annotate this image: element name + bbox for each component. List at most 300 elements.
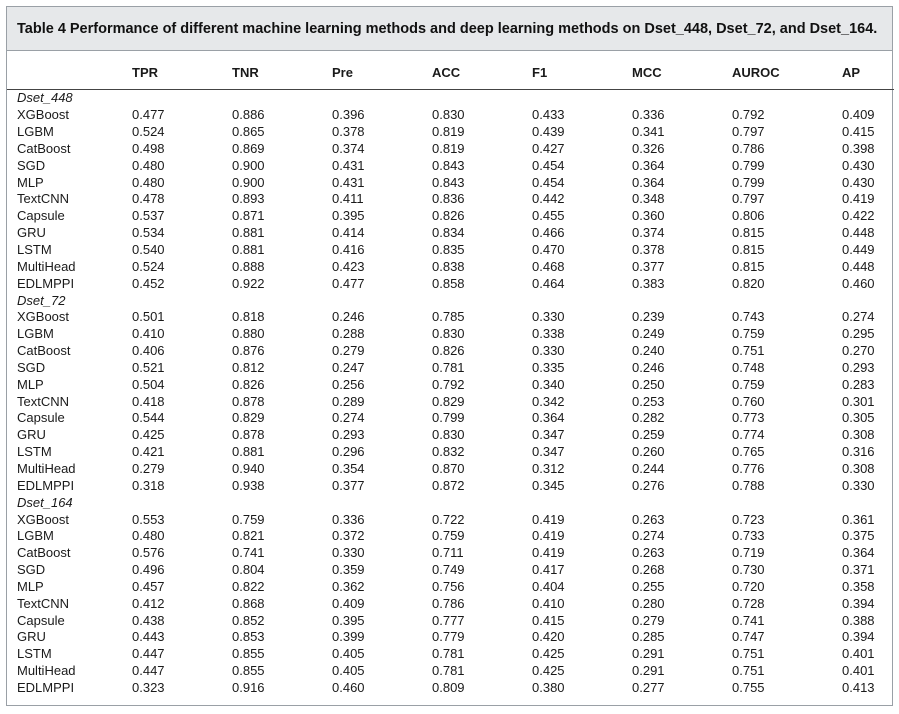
metric-cell-f1: 0.340: [532, 376, 565, 392]
table-row: [7, 562, 894, 579]
metric-cell-mcc: 0.291: [632, 663, 665, 679]
metric-cell-tpr: 0.410: [132, 326, 165, 342]
metric-cell-f1: 0.420: [532, 629, 565, 645]
metric-cell-tpr: 0.524: [132, 258, 165, 274]
metric-cell-mcc: 0.268: [632, 562, 665, 578]
dataset-group-row: [7, 292, 894, 309]
metric-cell-ap: 0.295: [842, 326, 875, 342]
metric-cell-pre: 0.378: [332, 124, 365, 140]
metric-cell-pre: 0.395: [332, 612, 365, 628]
metric-cell-auroc: 0.755: [732, 679, 765, 695]
metric-cell-f1: 0.454: [532, 157, 565, 173]
metric-cell-tpr: 0.443: [132, 629, 165, 645]
metric-cell-pre: 0.414: [332, 225, 365, 241]
table-row: [7, 191, 894, 208]
metric-cell-auroc: 0.786: [732, 140, 765, 156]
metric-cell-auroc: 0.760: [732, 393, 765, 409]
table-header-row: [7, 51, 894, 90]
method-name-cell: LSTM: [17, 444, 52, 460]
metric-cell-pre: 0.423: [332, 258, 365, 274]
metric-cell-acc: 0.836: [432, 191, 465, 207]
metric-cell-f1: 0.338: [532, 326, 565, 342]
metric-cell-mcc: 0.348: [632, 191, 665, 207]
table-row: [7, 275, 894, 292]
method-name-cell: CatBoost: [17, 343, 71, 359]
metric-cell-auroc: 0.799: [732, 157, 765, 173]
metric-cell-tnr: 0.888: [232, 258, 265, 274]
table-caption-text: Performance of different machine learning methods and deep learning methods on Dset_448, Dset_72, and Dset_164.: [69, 20, 878, 37]
metric-cell-tnr: 0.818: [232, 309, 265, 325]
table-row: [7, 595, 894, 612]
table-row: [7, 208, 894, 225]
metric-cell-mcc: 0.263: [632, 511, 665, 527]
metric-cell-auroc: 0.723: [732, 511, 765, 527]
metric-cell-auroc: 0.806: [732, 208, 765, 224]
metric-cell-acc: 0.830: [432, 107, 465, 123]
table-row: [7, 376, 894, 393]
dataset-group-row: [7, 494, 894, 511]
metric-cell-tpr: 0.521: [132, 359, 165, 375]
metric-cell-f1: 0.425: [532, 663, 565, 679]
metric-cell-mcc: 0.360: [632, 208, 665, 224]
metric-cell-pre: 0.377: [332, 477, 365, 493]
table-row: [7, 326, 894, 343]
metric-cell-tnr: 0.880: [232, 326, 265, 342]
metric-cell-f1: 0.419: [532, 545, 565, 561]
method-name-cell: SGD: [17, 359, 46, 375]
metric-cell-pre: 0.274: [332, 410, 365, 426]
method-name-cell: XGBoost: [17, 309, 70, 325]
method-name-cell: MultiHead: [17, 258, 76, 274]
metric-cell-tnr: 0.886: [232, 107, 265, 123]
metric-cell-acc: 0.781: [432, 359, 465, 375]
metric-cell-acc: 0.830: [432, 427, 465, 443]
metric-cell-pre: 0.405: [332, 663, 365, 679]
metric-cell-tpr: 0.480: [132, 157, 165, 173]
metric-cell-ap: 0.460: [842, 275, 875, 291]
metric-cell-f1: 0.345: [532, 477, 565, 493]
metric-cell-pre: 0.256: [332, 376, 365, 392]
method-name-cell: GRU: [17, 427, 46, 443]
metric-cell-ap: 0.394: [842, 629, 875, 645]
metric-cell-acc: 0.749: [432, 562, 465, 578]
metric-cell-tpr: 0.425: [132, 427, 165, 443]
table-row: [7, 225, 894, 242]
metric-cell-mcc: 0.374: [632, 225, 665, 241]
metric-cell-pre: 0.359: [332, 562, 365, 578]
metric-cell-acc: 0.843: [432, 174, 465, 190]
metric-cell-pre: 0.293: [332, 427, 365, 443]
metric-cell-acc: 0.785: [432, 309, 465, 325]
metric-cell-tnr: 0.829: [232, 410, 265, 426]
method-name-cell: MLP: [17, 376, 44, 392]
metric-cell-pre: 0.330: [332, 545, 365, 561]
metric-cell-mcc: 0.260: [632, 444, 665, 460]
method-name-cell: TextCNN: [17, 191, 70, 207]
metric-cell-pre: 0.396: [332, 107, 365, 123]
metric-cell-tnr: 0.881: [232, 242, 265, 258]
metric-cell-ap: 0.448: [842, 258, 875, 274]
method-name-cell: LSTM: [17, 242, 52, 258]
column-header-ap: AP: [842, 51, 894, 90]
table-row: [7, 343, 894, 360]
metric-cell-acc: 0.781: [432, 663, 465, 679]
method-name-cell: SGD: [17, 562, 46, 578]
metric-cell-ap: 0.398: [842, 140, 875, 156]
metric-cell-tnr: 0.881: [232, 444, 265, 460]
metric-cell-acc: 0.838: [432, 258, 465, 274]
metric-cell-acc: 0.781: [432, 646, 465, 662]
metric-cell-ap: 0.430: [842, 157, 875, 173]
metric-cell-ap: 0.449: [842, 242, 875, 258]
table-row: [7, 477, 894, 494]
metric-cell-f1: 0.425: [532, 646, 565, 662]
metric-cell-tpr: 0.498: [132, 140, 165, 156]
method-name-cell: TextCNN: [17, 393, 70, 409]
metric-cell-ap: 0.293: [842, 359, 875, 375]
metric-cell-auroc: 0.720: [732, 578, 765, 594]
metric-cell-tnr: 0.822: [232, 578, 265, 594]
metric-cell-pre: 0.288: [332, 326, 365, 342]
metric-cell-auroc: 0.743: [732, 309, 765, 325]
metric-cell-tnr: 0.876: [232, 343, 265, 359]
metric-cell-mcc: 0.244: [632, 460, 665, 476]
metric-cell-mcc: 0.326: [632, 140, 665, 156]
method-name-cell: MultiHead: [17, 460, 76, 476]
table-row: [7, 680, 894, 697]
column-header-acc: ACC: [432, 51, 532, 90]
metric-cell-ap: 0.305: [842, 410, 875, 426]
metric-cell-mcc: 0.279: [632, 612, 665, 628]
metric-cell-tnr: 0.852: [232, 612, 265, 628]
metric-cell-f1: 0.347: [532, 444, 565, 460]
metric-cell-acc: 0.843: [432, 157, 465, 173]
metric-cell-mcc: 0.378: [632, 242, 665, 258]
metric-cell-mcc: 0.282: [632, 410, 665, 426]
metric-cell-mcc: 0.383: [632, 275, 665, 291]
metric-cell-tnr: 0.922: [232, 275, 265, 291]
metric-cell-tnr: 0.855: [232, 646, 265, 662]
table-row: [7, 141, 894, 158]
dataset-group-label: Dset_72: [17, 292, 66, 308]
method-name-cell: MLP: [17, 174, 44, 190]
metric-cell-acc: 0.756: [432, 578, 465, 594]
metric-cell-tnr: 0.900: [232, 157, 265, 173]
metric-cell-acc: 0.872: [432, 477, 465, 493]
metric-cell-f1: 0.312: [532, 460, 565, 476]
metric-cell-tnr: 0.821: [232, 528, 265, 544]
column-header-mcc: MCC: [632, 51, 732, 90]
metric-cell-tnr: 0.871: [232, 208, 265, 224]
metric-cell-acc: 0.819: [432, 140, 465, 156]
metric-cell-tpr: 0.438: [132, 612, 165, 628]
metric-cell-f1: 0.466: [532, 225, 565, 241]
metric-cell-tnr: 0.865: [232, 124, 265, 140]
metric-cell-ap: 0.358: [842, 578, 875, 594]
table-row: [7, 410, 894, 427]
metric-cell-tnr: 0.759: [232, 511, 265, 527]
metric-cell-auroc: 0.733: [732, 528, 765, 544]
metric-cell-acc: 0.832: [432, 444, 465, 460]
metric-cell-tpr: 0.447: [132, 646, 165, 662]
metric-cell-auroc: 0.719: [732, 545, 765, 561]
table-caption: [7, 7, 892, 51]
table-row: [7, 157, 894, 174]
metric-cell-f1: 0.347: [532, 427, 565, 443]
metric-cell-tpr: 0.501: [132, 309, 165, 325]
metric-cell-f1: 0.442: [532, 191, 565, 207]
metric-cell-tnr: 0.741: [232, 545, 265, 561]
metric-cell-auroc: 0.773: [732, 410, 765, 426]
metric-cell-auroc: 0.792: [732, 107, 765, 123]
table-row: [7, 427, 894, 444]
metric-cell-tpr: 0.544: [132, 410, 165, 426]
metric-cell-pre: 0.431: [332, 174, 365, 190]
dataset-group-row: [7, 90, 894, 107]
table-row: [7, 124, 894, 141]
metric-cell-tnr: 0.938: [232, 477, 265, 493]
metric-cell-pre: 0.279: [332, 343, 365, 359]
metric-cell-auroc: 0.748: [732, 359, 765, 375]
metric-cell-mcc: 0.253: [632, 393, 665, 409]
table-row: [7, 444, 894, 461]
metric-cell-f1: 0.470: [532, 242, 565, 258]
metric-cell-f1: 0.410: [532, 595, 565, 611]
metric-cell-pre: 0.246: [332, 309, 365, 325]
metric-cell-auroc: 0.759: [732, 326, 765, 342]
column-header-f1: F1: [532, 51, 632, 90]
column-header-method: [7, 51, 132, 90]
metric-cell-ap: 0.415: [842, 124, 875, 140]
metric-cell-acc: 0.711: [432, 545, 464, 561]
metric-cell-f1: 0.455: [532, 208, 565, 224]
table-caption-label: Table 4: [17, 20, 66, 37]
metric-cell-f1: 0.342: [532, 393, 565, 409]
metric-cell-f1: 0.439: [532, 124, 565, 140]
metric-cell-pre: 0.374: [332, 140, 365, 156]
method-name-cell: XGBoost: [17, 107, 70, 123]
metric-cell-auroc: 0.765: [732, 444, 765, 460]
metric-cell-tpr: 0.457: [132, 578, 165, 594]
metric-cell-pre: 0.399: [332, 629, 365, 645]
column-header-tpr: TPR: [132, 51, 232, 90]
metric-cell-pre: 0.405: [332, 646, 365, 662]
metric-cell-acc: 0.870: [432, 460, 465, 476]
metric-cell-pre: 0.354: [332, 460, 365, 476]
metric-cell-ap: 0.401: [842, 663, 875, 679]
method-name-cell: CatBoost: [17, 545, 71, 561]
metric-cell-f1: 0.464: [532, 275, 565, 291]
metric-cell-mcc: 0.291: [632, 646, 665, 662]
metric-cell-ap: 0.430: [842, 174, 875, 190]
method-name-cell: TextCNN: [17, 595, 70, 611]
metric-cell-pre: 0.409: [332, 595, 365, 611]
metric-cell-auroc: 0.797: [732, 191, 765, 207]
metric-cell-tpr: 0.537: [132, 208, 165, 224]
column-header-auroc: AUROC: [732, 51, 842, 90]
table-row: [7, 258, 894, 275]
dataset-group-label: Dset_448: [17, 90, 73, 106]
table-row: [7, 309, 894, 326]
metric-cell-tnr: 0.881: [232, 225, 265, 241]
metric-cell-ap: 0.361: [842, 511, 875, 527]
metric-cell-tnr: 0.804: [232, 562, 265, 578]
table-row: [7, 663, 894, 680]
metric-cell-tpr: 0.496: [132, 562, 165, 578]
column-header-pre: Pre: [332, 51, 432, 90]
table-row: [7, 242, 894, 259]
metric-cell-auroc: 0.815: [732, 225, 765, 241]
metric-cell-tnr: 0.900: [232, 174, 265, 190]
metric-cell-tpr: 0.553: [132, 511, 165, 527]
metric-cell-auroc: 0.728: [732, 595, 765, 611]
metric-cell-tpr: 0.452: [132, 275, 165, 291]
table-row: [7, 545, 894, 562]
metric-cell-ap: 0.394: [842, 595, 875, 611]
method-name-cell: EDLMPPI: [17, 275, 75, 291]
metric-cell-acc: 0.792: [432, 376, 465, 392]
metric-cell-mcc: 0.277: [632, 679, 665, 695]
metric-cell-tpr: 0.279: [132, 460, 165, 476]
table-row: [7, 612, 894, 629]
table-container: [6, 6, 893, 706]
metric-cell-tpr: 0.576: [132, 545, 165, 561]
metric-cell-tpr: 0.480: [132, 528, 165, 544]
metric-cell-ap: 0.364: [842, 545, 875, 561]
metric-cell-acc: 0.779: [432, 629, 465, 645]
metric-cell-mcc: 0.280: [632, 595, 665, 611]
table-row: [7, 393, 894, 410]
method-name-cell: CatBoost: [17, 140, 71, 156]
metric-cell-ap: 0.301: [842, 393, 875, 409]
metric-cell-acc: 0.786: [432, 595, 465, 611]
method-name-cell: Capsule: [17, 410, 65, 426]
table-row: [7, 360, 894, 377]
table-row: [7, 461, 894, 478]
method-name-cell: EDLMPPI: [17, 477, 75, 493]
metric-cell-ap: 0.419: [842, 191, 875, 207]
metric-cell-acc: 0.819: [432, 124, 465, 140]
metric-cell-pre: 0.416: [332, 242, 365, 258]
metric-cell-pre: 0.411: [332, 191, 364, 207]
metric-cell-f1: 0.380: [532, 679, 565, 695]
metric-cell-f1: 0.404: [532, 578, 565, 594]
table-row: [7, 629, 894, 646]
method-name-cell: SGD: [17, 157, 46, 173]
metric-cell-mcc: 0.341: [632, 124, 665, 140]
metric-cell-pre: 0.289: [332, 393, 365, 409]
metric-cell-pre: 0.247: [332, 359, 365, 375]
metric-cell-ap: 0.270: [842, 343, 875, 359]
metric-cell-tnr: 0.812: [232, 359, 265, 375]
metric-cell-mcc: 0.276: [632, 477, 665, 493]
metric-cell-auroc: 0.774: [732, 427, 765, 443]
metric-cell-ap: 0.330: [842, 477, 875, 493]
metric-cell-mcc: 0.274: [632, 528, 665, 544]
metric-cell-mcc: 0.255: [632, 578, 665, 594]
metric-cell-acc: 0.858: [432, 275, 465, 291]
metric-cell-ap: 0.401: [842, 646, 875, 662]
metric-cell-ap: 0.448: [842, 225, 875, 241]
metric-cell-tpr: 0.412: [132, 595, 165, 611]
method-name-cell: GRU: [17, 225, 46, 241]
metric-cell-tnr: 0.878: [232, 427, 265, 443]
metric-cell-f1: 0.468: [532, 258, 565, 274]
metric-cell-mcc: 0.364: [632, 157, 665, 173]
metric-cell-f1: 0.335: [532, 359, 565, 375]
metric-cell-pre: 0.395: [332, 208, 365, 224]
method-name-cell: GRU: [17, 629, 46, 645]
metric-cell-acc: 0.826: [432, 208, 465, 224]
method-name-cell: LGBM: [17, 528, 54, 544]
metric-cell-ap: 0.283: [842, 376, 875, 392]
metric-cell-ap: 0.316: [842, 444, 875, 460]
method-name-cell: MultiHead: [17, 663, 76, 679]
metric-cell-acc: 0.830: [432, 326, 465, 342]
metric-cell-f1: 0.330: [532, 309, 565, 325]
performance-table: [7, 51, 894, 696]
metric-cell-acc: 0.759: [432, 528, 465, 544]
metric-cell-mcc: 0.263: [632, 545, 665, 561]
metric-cell-auroc: 0.776: [732, 460, 765, 476]
metric-cell-auroc: 0.820: [732, 275, 765, 291]
metric-cell-acc: 0.829: [432, 393, 465, 409]
column-header-tnr: TNR: [232, 51, 332, 90]
metric-cell-tpr: 0.540: [132, 242, 165, 258]
metric-cell-pre: 0.431: [332, 157, 365, 173]
metric-cell-pre: 0.336: [332, 511, 365, 527]
metric-cell-f1: 0.454: [532, 174, 565, 190]
table-body: [7, 90, 894, 697]
metric-cell-acc: 0.809: [432, 679, 465, 695]
metric-cell-mcc: 0.259: [632, 427, 665, 443]
metric-cell-pre: 0.372: [332, 528, 365, 544]
metric-cell-f1: 0.330: [532, 343, 565, 359]
metric-cell-tnr: 0.869: [232, 140, 265, 156]
metric-cell-tpr: 0.418: [132, 393, 165, 409]
table-row: [7, 646, 894, 663]
metric-cell-auroc: 0.815: [732, 242, 765, 258]
metric-cell-acc: 0.777: [432, 612, 465, 628]
metric-cell-f1: 0.419: [532, 511, 565, 527]
metric-cell-auroc: 0.815: [732, 258, 765, 274]
metric-cell-auroc: 0.759: [732, 376, 765, 392]
metric-cell-ap: 0.308: [842, 460, 875, 476]
metric-cell-auroc: 0.741: [732, 612, 765, 628]
method-name-cell: LSTM: [17, 646, 52, 662]
metric-cell-f1: 0.364: [532, 410, 565, 426]
metric-cell-tpr: 0.534: [132, 225, 165, 241]
metric-cell-ap: 0.375: [842, 528, 875, 544]
table-row: [7, 107, 894, 124]
metric-cell-tnr: 0.878: [232, 393, 265, 409]
metric-cell-auroc: 0.747: [732, 629, 765, 645]
metric-cell-tnr: 0.868: [232, 595, 265, 611]
metric-cell-mcc: 0.285: [632, 629, 665, 645]
method-name-cell: LGBM: [17, 326, 54, 342]
metric-cell-tpr: 0.524: [132, 124, 165, 140]
metric-cell-f1: 0.417: [532, 562, 565, 578]
metric-cell-tpr: 0.478: [132, 191, 165, 207]
metric-cell-ap: 0.371: [842, 562, 875, 578]
metric-cell-tnr: 0.853: [232, 629, 265, 645]
metric-cell-ap: 0.388: [842, 612, 875, 628]
metric-cell-mcc: 0.246: [632, 359, 665, 375]
metric-cell-mcc: 0.250: [632, 376, 665, 392]
metric-cell-ap: 0.409: [842, 107, 875, 123]
metric-cell-pre: 0.296: [332, 444, 365, 460]
metric-cell-auroc: 0.751: [732, 663, 765, 679]
